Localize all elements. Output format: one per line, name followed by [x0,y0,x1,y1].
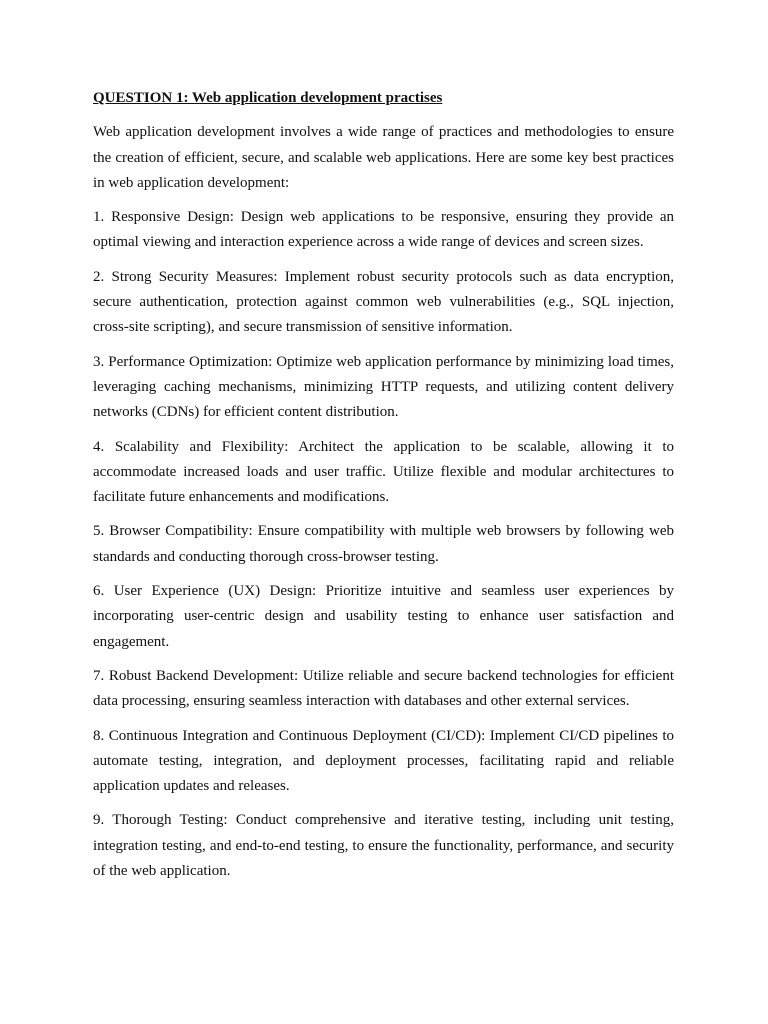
practice-item-responsive-design: 1. Responsive Design: Design web applications to be responsive, ensuring they provide an optimal viewing and interaction experience across a wide range of devices and screen sizes. [93,209,674,251]
practice-item-security: 2. Strong Security Measures: Implement robust security protocols such as data encryption, secure authentication, protection against common web vulnerabilities (e.g., SQL injection, cross-site scripting), and secure transmission of sensitive information. [93,268,674,336]
question-heading: QUESTION 1: Web application development practises [93,90,443,106]
practice-item-browser-compatibility: 5. Browser Compatibility: Ensure compatibility with multiple web browsers by following web standards and conducting thorough cross-browser testing. [93,523,674,565]
practice-item-performance: 3. Performance Optimization: Optimize web application performance by minimizing load times, leveraging caching mechanisms, minimizing HTTP requests, and utilizing content delivery networks (CDNs) for efficient content distribution. [93,353,674,421]
intro-paragraph: Web application development involves a wide range of practices and methodologies to ensure the creation of efficient, secure, and scalable web applications. Here are some key best practices in web application development: [93,124,674,191]
practice-item-ux-design: 6. User Experience (UX) Design: Prioritize intuitive and seamless user experiences by incorporating user-centric design and usability testing to enhance user satisfaction and engagement. [93,583,674,650]
practice-item-backend: 7. Robust Backend Development: Utilize reliable and secure backend technologies for efficient data processing, ensuring seamless interaction with databases and other external services. [93,667,674,710]
practice-item-scalability: 4. Scalability and Flexibility: Architect the application to be scalable, allowing it to accommodate increased loads and user traffic. Utilize flexible and modular architectures to facilitate future enhancements and modifications. [93,438,674,506]
practice-item-ci-cd: 8. Continuous Integration and Continuous Deployment (CI/CD): Implement CI/CD pipelines to automate testing, integration, and deployment processes, facilitating rapid and reliable application updates and releases. [93,727,674,795]
document-page [93,86,674,893]
practice-item-testing: 9. Thorough Testing: Conduct comprehensive and iterative testing, including unit testing, integration testing, and end-to-end testing, to ensure the functionality, performance, and security of the web application. [93,812,674,880]
